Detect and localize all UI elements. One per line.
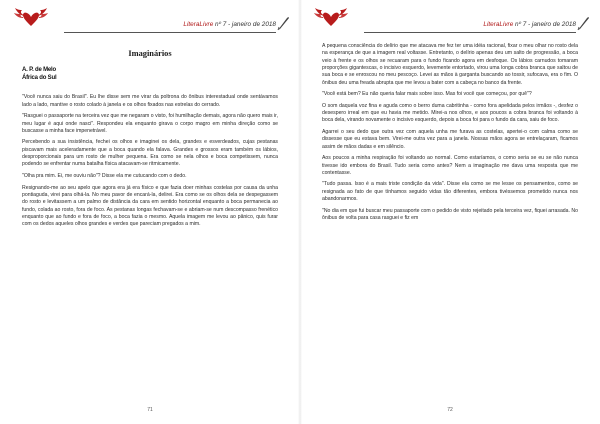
paragraph: O som daquela voz fina e aguda como o berro duma cabritinha - como fora apelidada pelos irmãos -, desfez o desespero irreal em que eu havia me metido. Mirei-a nos olhos, e aos poucos a cobra branca foi voltando à boca dela, virando novamente o incisivo esquerdo, depois a boca foi para o fundo da cara, saiu de foco. [322, 102, 578, 124]
page-number: 71 [147, 407, 153, 413]
paragraph: "Você nunca saiu do Brasil". Eu lhe disse sem me virar da poltrona do ônibus interestadual onde sentávamos lado a lado, mantive o rosto colado à janela e os olhos fixados nas estrelas do cerrado. [22, 94, 278, 108]
paragraph: Percebendo a sua insistência, fechei os olhos e imaginei os dela, grandes e esverdeados, cujas pestanas piscavam mais aceleradamente que a boca quando ela falava. Grandes e grossos eram também os lábios, desproporcionais para um rosto de mulher pequena. Era como se nela olhos e boca competissem, nunca podendo se enfrentar numa batalha física atacavam-se ritmicamente. [22, 139, 278, 168]
paragraph: "No dia em que fui buscar meu passaporte com o pedido de visto rejeitado pela terceira vez, fiquei arrasada. No ônibus de volta para casa rasguei e fiz em [322, 207, 578, 221]
paragraph: "Olha pra mim. Ei, me ouviu não"? Disse ela me cutucando com o dedo. [22, 173, 187, 179]
page-header-left [64, 20, 276, 33]
issue-info: nº 7 - janeiro de 2018 [215, 21, 276, 28]
paragraph: Aos poucos a minha respiração foi voltando ao normal. Como estaríamos, o como seria se eu se não nunca tivesse ido embora do Brasil. Tudo seria como antes? Nem a imaginação me dava uma resposta que me contentasse. [322, 155, 578, 176]
page-header-right [364, 20, 576, 33]
paragraph: Resignando-me ao seu apelo que agora era já era físico e que fazia doer minhas costelas por causa da unha pontiaguda, virei para olhá-la. No meu pavor de encará-la, delirei. Era como se os olhos dela se despegassem do rosto e levitassem a um palmo de distância da cara em sentido horizontal enquanto a boca permanecia ao fundo, colada ao rosto, fora de foco. As pestanas longas fechavam-se e abriam-se num descompasso frenético enquanto que ao fundo e fora de foco, a boca fazia o mesmo. Aquela imagem me levou ao pânico, quis furar com os dedos aqueles olhos grandes e verdes que pareciam pregados a mim. [22, 184, 278, 228]
paragraph: Agarrei o seu dedo que outra vez com aquela unha me furava as costelas, apertei-o com calma como se dissesse que eu estava bem. Virei-me outra vez para a janela. Nossas mãos agora se entrelaçaram, ficamos assim de mãos dadas e em silêncio. [322, 129, 578, 150]
paragraph: "Rasguei o passaporte na terceira vez que me negaram o visto, foi humilhação demais, agora não quero mais ir, meu lugar é aqui onde nasci". Respondeu ela enquanto girava o corpo magro em minha direção como se buscasse a minha face impenetrável. [22, 113, 278, 134]
quill-pen-icon [576, 15, 590, 31]
winged-heart-logo-icon [314, 6, 348, 30]
magazine-name: LiteraLivre [183, 21, 214, 28]
right-page-content [322, 43, 578, 227]
article-author: A. P. de Melo [22, 67, 56, 74]
winged-heart-logo-icon [14, 6, 48, 30]
quill-pen-icon [276, 15, 290, 31]
page-number: 72 [447, 407, 453, 413]
left-page-content [22, 50, 278, 233]
article-title: Imaginários [128, 49, 172, 58]
issue-info: nº 7 - janeiro de 2018 [515, 21, 576, 28]
paragraph: "Tudo passa. Isso é a mais triste condição da vida". Disse ela como se me lesse os pensamentos, como se resignada ao fato de que tínhamos seguido vidas tão diferentes, embora tivéssemos prometido nunca nos abandonarmos. [322, 181, 578, 203]
paragraph: "Você está bem? Eu não queria falar mais sobre isso. Mas foi você que começou, por quê"? [322, 91, 532, 98]
paragraph: A pequena consciência do delírio que me atacava me fez ter uma idéia racional, fixar o meu olhar no rosto dela na esperança de que a imagem real voltasse. Entretanto, o delírio apenas deu um salto de progressão, a boca veio à frente e os olhos se recuaram para o fundo ficando agora em desfoque. Os lábios carnudos tomaram proporções gigantescas, o incisivo esquerdo, levemente entortado, virou uma longa cobra branca que saltou de sua boca e se enroscou no meu pescoço. Levei as mãos à garganta buscando ao tossir, sufocava, era o fim. O ônibus deu uma freada abrupta que me levou a bater com a cabeça no banco da frente. [322, 43, 578, 86]
right-page [300, 0, 600, 424]
author-location: África do Sul [22, 75, 57, 82]
magazine-name: LiteraLivre [483, 21, 514, 28]
